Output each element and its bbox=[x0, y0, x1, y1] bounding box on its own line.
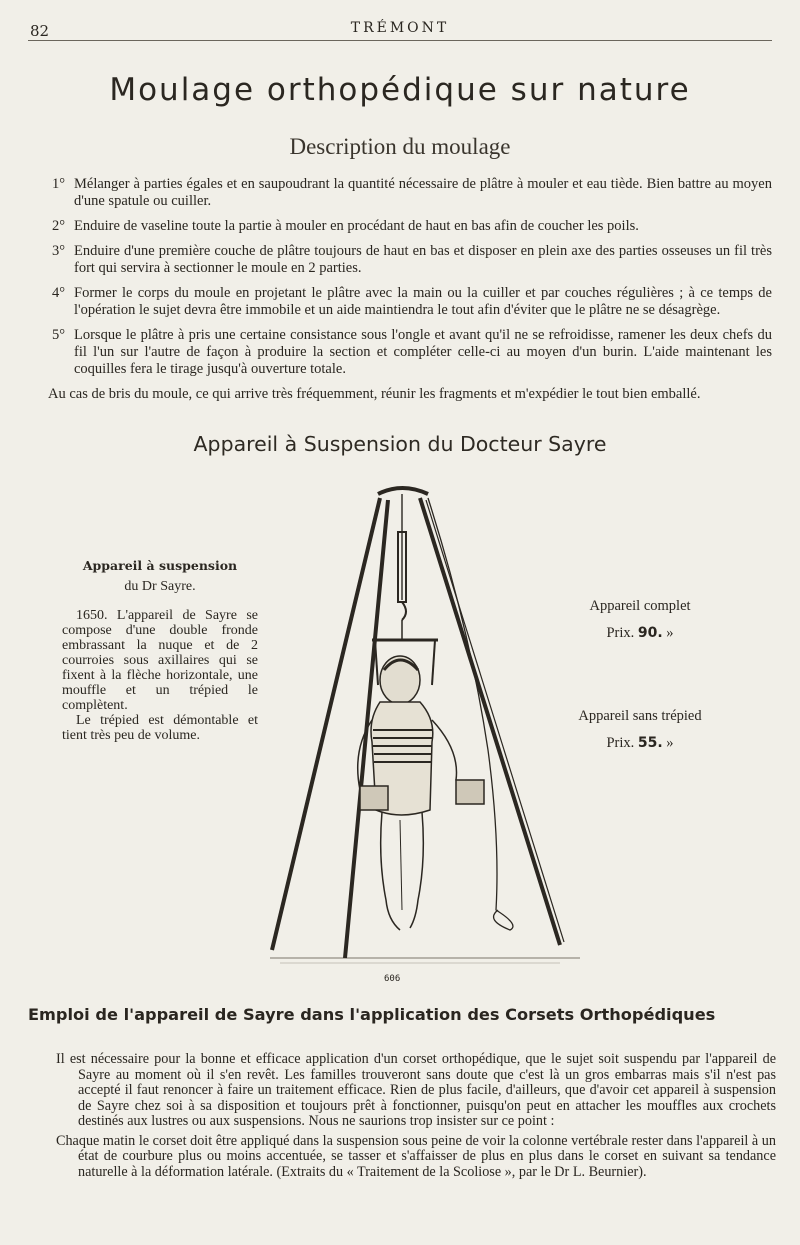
price-prefix: Prix. bbox=[606, 625, 635, 641]
caption-paragraph: 1650. L'appareil de Sayre se compose d'une double fronde embrassant la nuque et de 2 courroies sous axillaires qui se fixent à la flèche horizontale, une mouffle et un trépied le complètent. bbox=[62, 608, 258, 713]
page-number: 82 bbox=[30, 22, 50, 40]
caption-heading: Appareil à suspension bbox=[82, 558, 238, 573]
step-item bbox=[30, 285, 772, 319]
corset-text bbox=[56, 1052, 776, 1184]
corset-section-title: Emploi de l'appareil de Sayre dans l'application des Corsets Orthopédiques bbox=[28, 1005, 716, 1024]
step-number: 3° bbox=[52, 243, 66, 259]
step-text: Enduire d'une première couche de plâtre toujours de haut en bas et disposer en plein axe des parties osseuses un fil très fort qui servira à sectionner le moule en 2 parties. bbox=[74, 243, 772, 276]
header-rule bbox=[28, 40, 772, 41]
step-number: 5° bbox=[52, 327, 66, 343]
step-item bbox=[30, 176, 772, 210]
price-suffix: » bbox=[666, 735, 674, 751]
price-amount: 55. bbox=[637, 735, 663, 751]
step-item bbox=[30, 218, 772, 235]
step-number: 1° bbox=[52, 176, 66, 192]
sayre-section-title: Appareil à Suspension du Docteur Sayre bbox=[193, 432, 607, 456]
page-title: Moulage orthopédique sur nature bbox=[109, 72, 691, 108]
breakage-note: Au cas de bris du moule, ce qui arrive très fréquemment, réunir les fragments et m'expédier le tout bien emballé. bbox=[48, 386, 701, 402]
step-text: Former le corps du moule en projetant le plâtre avec la main ou la cuiller et par couches régulières ; à ce temps de l'opération le sujet devra être immobile et un aide maintiendra le tout afin d'éviter que le plâtre ne se désagrège. bbox=[74, 285, 772, 318]
caption-paragraph: Le trépied est démontable et tient très peu de volume. bbox=[62, 713, 258, 743]
price-suffix: » bbox=[666, 625, 674, 641]
step-number: 2° bbox=[52, 218, 66, 234]
price-amount: 90. bbox=[637, 625, 663, 641]
step-text: Enduire de vaseline toute la partie à mouler en procédant de haut en bas afin de coucher les poils. bbox=[74, 218, 639, 234]
section-subtitle: Description du moulage bbox=[289, 134, 511, 159]
caption-subheading: du Dr Sayre. bbox=[124, 579, 196, 594]
step-text: Mélanger à parties égales et en saupoudrant la quantité nécessaire de plâtre à mouler et eau tiède. Bien battre au moyen d'une spatule ou cuiller. bbox=[74, 176, 772, 209]
step-item bbox=[30, 327, 772, 378]
steps-list bbox=[30, 176, 772, 403]
step-number: 4° bbox=[52, 285, 66, 301]
sayre-apparatus-illustration bbox=[260, 480, 590, 975]
price-label: Appareil sans trépied bbox=[578, 708, 702, 724]
figure-caption bbox=[62, 558, 258, 743]
price-prefix: Prix. bbox=[606, 735, 635, 751]
step-text: Lorsque le plâtre à pris une certaine consistance sous l'ongle et avant qu'il ne se refroidisse, ramener les deux chefs du fil l'un sur l'autre de façon à produire la section et compléter celle-ci au moyen d'un burin. L'aide maintenant les coquilles fera le tirage jusqu'à ouverture totale. bbox=[74, 327, 772, 377]
price-label: Appareil complet bbox=[589, 598, 691, 614]
body-paragraph: Il est nécessaire pour la bonne et efficace application d'un corset orthopédique, que le sujet soit suspendu par l'appareil de Sayre au moment où il s'en revêt. Les familles trouveront sans doute que c'est là un gros embarras mais s'il n'est pas accepté il faut renoncer à faire un traitement efficace. Rien de plus facile, d'ailleurs, que d'avoir cet appareil à suspension de Sayre chez soi à sa disposition et toujours prêt à fonctionner, puisqu'on peut en attacher les mouffles aux crochets destinés aux lustres ou aux suspensions. Nous ne saurions trop insister sur ce point : bbox=[56, 1051, 776, 1129]
body-paragraph: Chaque matin le corset doit être appliqué dans la suspension sous peine de voir la colonne vertébrale rester dans l'appareil à un état de courbure plus ou moins accentuée, se tasser et s'affaisser de plus en plus dans le corset en suivant sa tendance naturelle à la déformation latérale. (Extraits du « Traitement de la Scoliose », par le Dr L. Beurnier). bbox=[56, 1132, 776, 1180]
figure-number: 606 bbox=[384, 974, 401, 984]
step-item bbox=[30, 243, 772, 277]
running-title: TRÉMONT bbox=[350, 20, 450, 36]
